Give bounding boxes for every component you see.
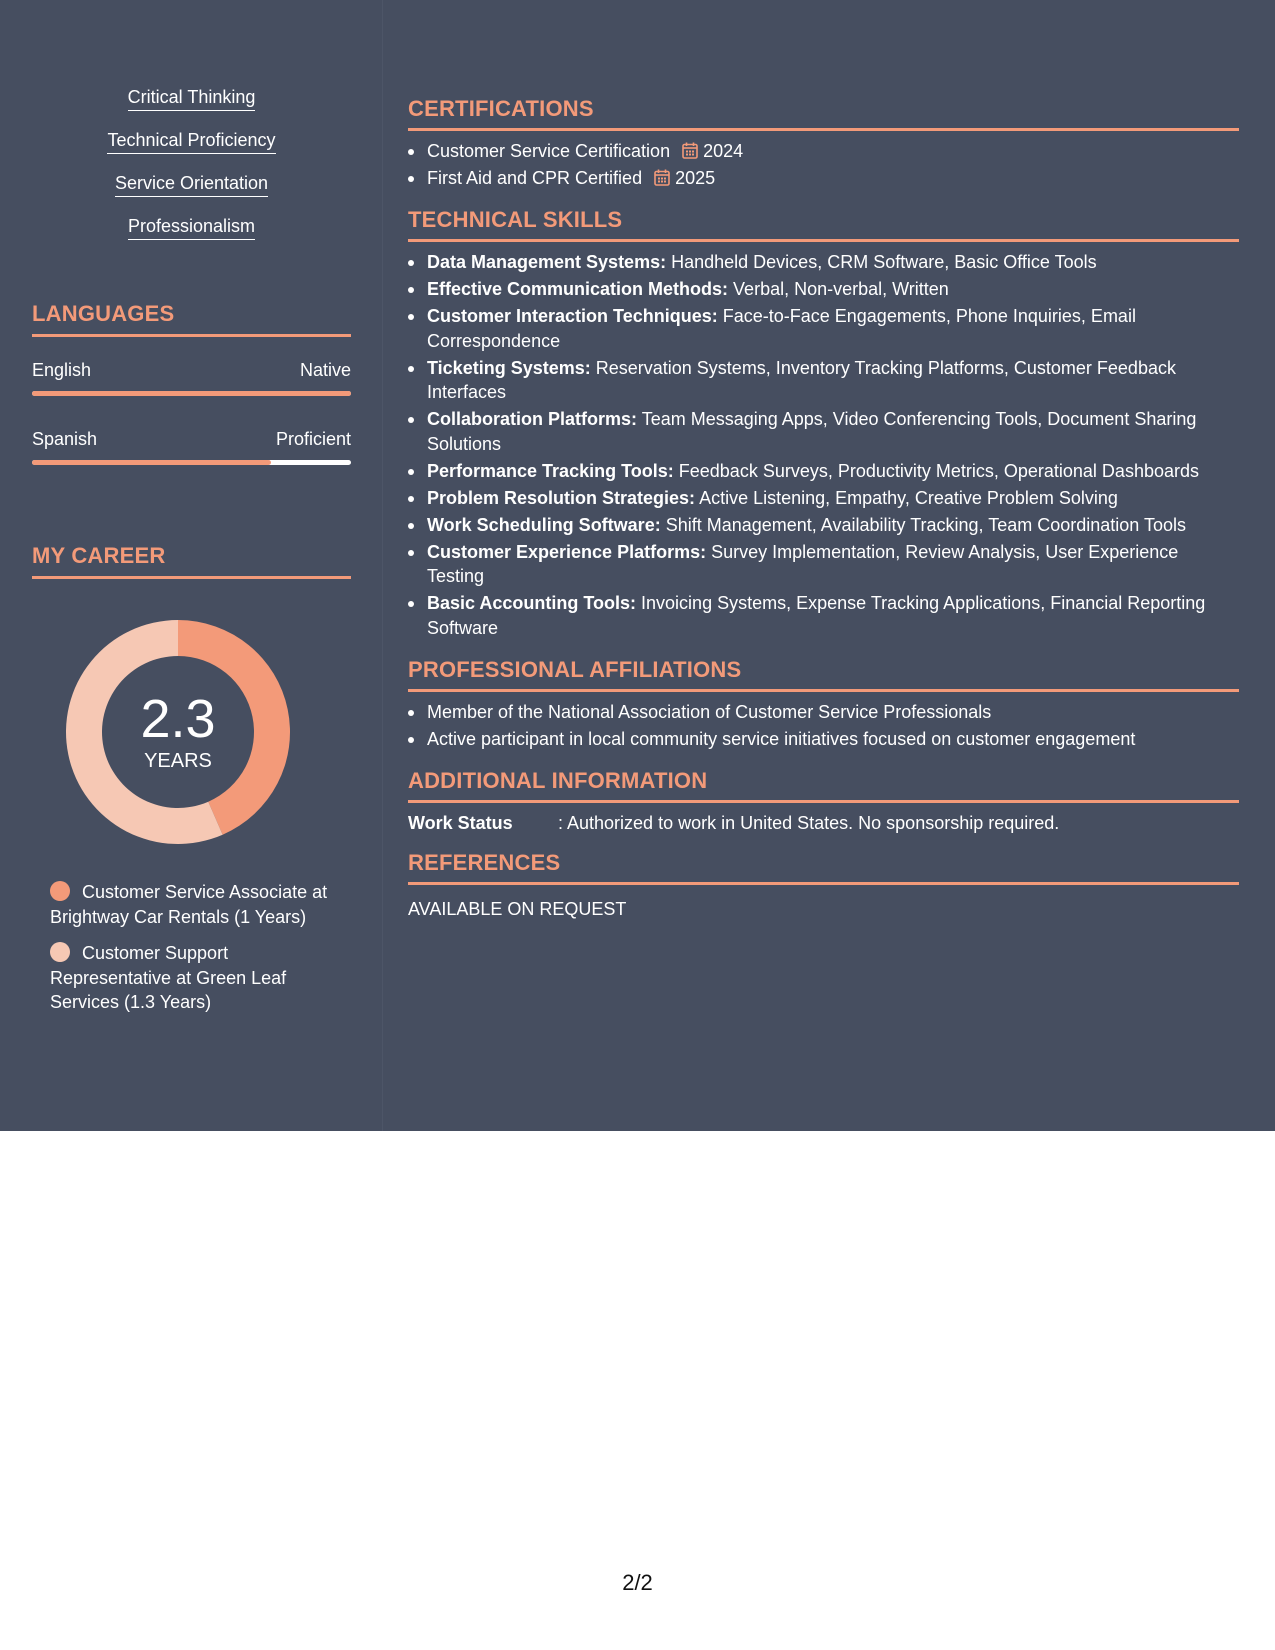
language-level-fill	[32, 391, 351, 396]
skill-details: Active Listening, Empathy, Creative Problem Solving	[699, 487, 1118, 508]
certification-year: 2025	[675, 168, 716, 188]
references-title: REFERENCES	[408, 850, 561, 875]
additional-info-title: ADDITIONAL INFORMATION	[408, 768, 708, 793]
skill-details: Shift Management, Availability Tracking, Team Coordination Tools	[665, 514, 1187, 535]
language-level-bar	[32, 391, 351, 396]
technical-skills-list	[408, 250, 1239, 640]
career-donut-chart	[66, 620, 290, 844]
skill-item: Critical Thinking	[128, 86, 256, 111]
affiliations-list	[408, 700, 1239, 752]
skill-category: Data Management Systems:	[427, 252, 667, 272]
work-status-label: Work Status	[408, 813, 513, 833]
calendar-icon	[682, 142, 698, 159]
skill-category: Customer Experience Platforms:	[427, 541, 707, 562]
list-item	[408, 459, 1239, 484]
list-item	[408, 591, 1239, 640]
skill-details: Team Messaging Apps, Video Conferencing Tools, Document Sharing Solutions	[427, 409, 1197, 454]
language-item	[32, 428, 351, 465]
legend-item	[50, 880, 340, 929]
list-item	[408, 540, 1239, 589]
list-item	[408, 486, 1239, 511]
legend-dot-icon	[50, 881, 70, 901]
list-item	[408, 166, 1239, 191]
skill-category: Collaboration Platforms:	[427, 409, 638, 429]
legend-label: Customer Service Associate at Brightway Car Rentals (1 Years)	[50, 882, 328, 927]
skill-category: Basic Accounting Tools:	[427, 593, 637, 613]
skill-details: Face-to-Face Engagements, Phone Inquiries, Email Correspondence	[427, 306, 1136, 351]
career-section	[32, 542, 351, 1012]
section-rule	[408, 689, 1239, 692]
list-item: Active participant in local community service initiatives focused on customer engagement	[408, 727, 1239, 752]
certifications-title: CERTIFICATIONS	[408, 96, 594, 121]
career-total-unit: YEARS	[144, 750, 212, 772]
skill-category: Problem Resolution Strategies:	[427, 487, 696, 508]
language-level: Native	[299, 360, 351, 380]
certifications-list	[408, 139, 1239, 191]
legend-label: Customer Support Representative at Green Leaf Services (1.3 Years)	[50, 943, 287, 1012]
skill-details: Reservation Systems, Inventory Tracking Platforms, Customer Feedback Interfaces	[427, 357, 1176, 402]
column-divider	[382, 0, 383, 1131]
list-item	[408, 407, 1239, 456]
skill-item: Service Orientation	[115, 172, 268, 197]
language-level-fill	[32, 460, 271, 465]
certification-name: Customer Service Certification	[427, 141, 671, 161]
language-name: English	[32, 360, 92, 380]
list-item	[408, 513, 1239, 538]
skill-category: Performance Tracking Tools:	[427, 460, 674, 481]
list-item: Member of the National Association of Customer Service Professionals	[408, 700, 1239, 725]
certifications-section	[408, 95, 1239, 193]
work-status-value: : Authorized to work in United States. No sponsorship required.	[558, 813, 1060, 833]
references-text: AVAILABLE ON REQUEST	[408, 899, 627, 919]
section-rule	[32, 334, 351, 337]
skill-category: Work Scheduling Software:	[427, 514, 661, 535]
skill-item: Technical Proficiency	[107, 129, 275, 154]
section-rule	[408, 128, 1239, 131]
section-rule	[32, 576, 351, 579]
language-item	[32, 359, 351, 396]
legend-dot-icon	[50, 942, 70, 962]
list-item	[408, 277, 1239, 302]
additional-info-section	[408, 767, 1239, 835]
page-number: 2/2	[622, 1570, 653, 1595]
skill-details: Verbal, Non-verbal, Written	[733, 279, 949, 299]
language-level: Proficient	[275, 429, 351, 449]
skill-item: Professionalism	[128, 215, 255, 240]
work-status-row	[408, 811, 1239, 835]
skill-category: Effective Communication Methods:	[427, 279, 729, 299]
affiliations-section	[408, 656, 1239, 754]
languages-title: LANGUAGES	[32, 301, 175, 326]
soft-skills-list	[32, 86, 351, 258]
calendar-icon	[654, 169, 670, 186]
skill-details: Survey Implementation, Review Analysis, User Experience Testing	[427, 541, 1179, 586]
skill-details: Feedback Surveys, Productivity Metrics, Operational Dashboards	[678, 460, 1199, 481]
legend-item	[50, 941, 340, 1015]
career-legend	[50, 880, 340, 1027]
career-title: MY CAREER	[32, 543, 166, 568]
list-item	[408, 356, 1239, 405]
technical-skills-title: TECHNICAL SKILLS	[408, 207, 623, 232]
technical-skills-section	[408, 206, 1239, 643]
skill-category: Ticketing Systems:	[427, 357, 591, 378]
certification-name: First Aid and CPR Certified	[427, 168, 643, 188]
skill-details: Invoicing Systems, Expense Tracking Applications, Financial Reporting Software	[427, 593, 1206, 638]
list-item	[408, 304, 1239, 353]
list-item	[408, 139, 1239, 164]
language-level-bar	[32, 460, 351, 465]
certification-year: 2024	[703, 141, 744, 161]
affiliations-title: PROFESSIONAL AFFILIATIONS	[408, 657, 742, 682]
language-name: Spanish	[32, 429, 98, 449]
career-total-value: 2.3	[140, 689, 216, 749]
section-rule	[408, 239, 1239, 242]
section-rule	[408, 882, 1239, 885]
languages-section	[32, 300, 351, 465]
references-section	[408, 849, 1239, 921]
skill-category: Customer Interaction Techniques:	[427, 306, 718, 326]
list-item	[408, 250, 1239, 275]
section-rule	[408, 800, 1239, 803]
skill-details: Handheld Devices, CRM Software, Basic Office Tools	[671, 252, 1097, 272]
